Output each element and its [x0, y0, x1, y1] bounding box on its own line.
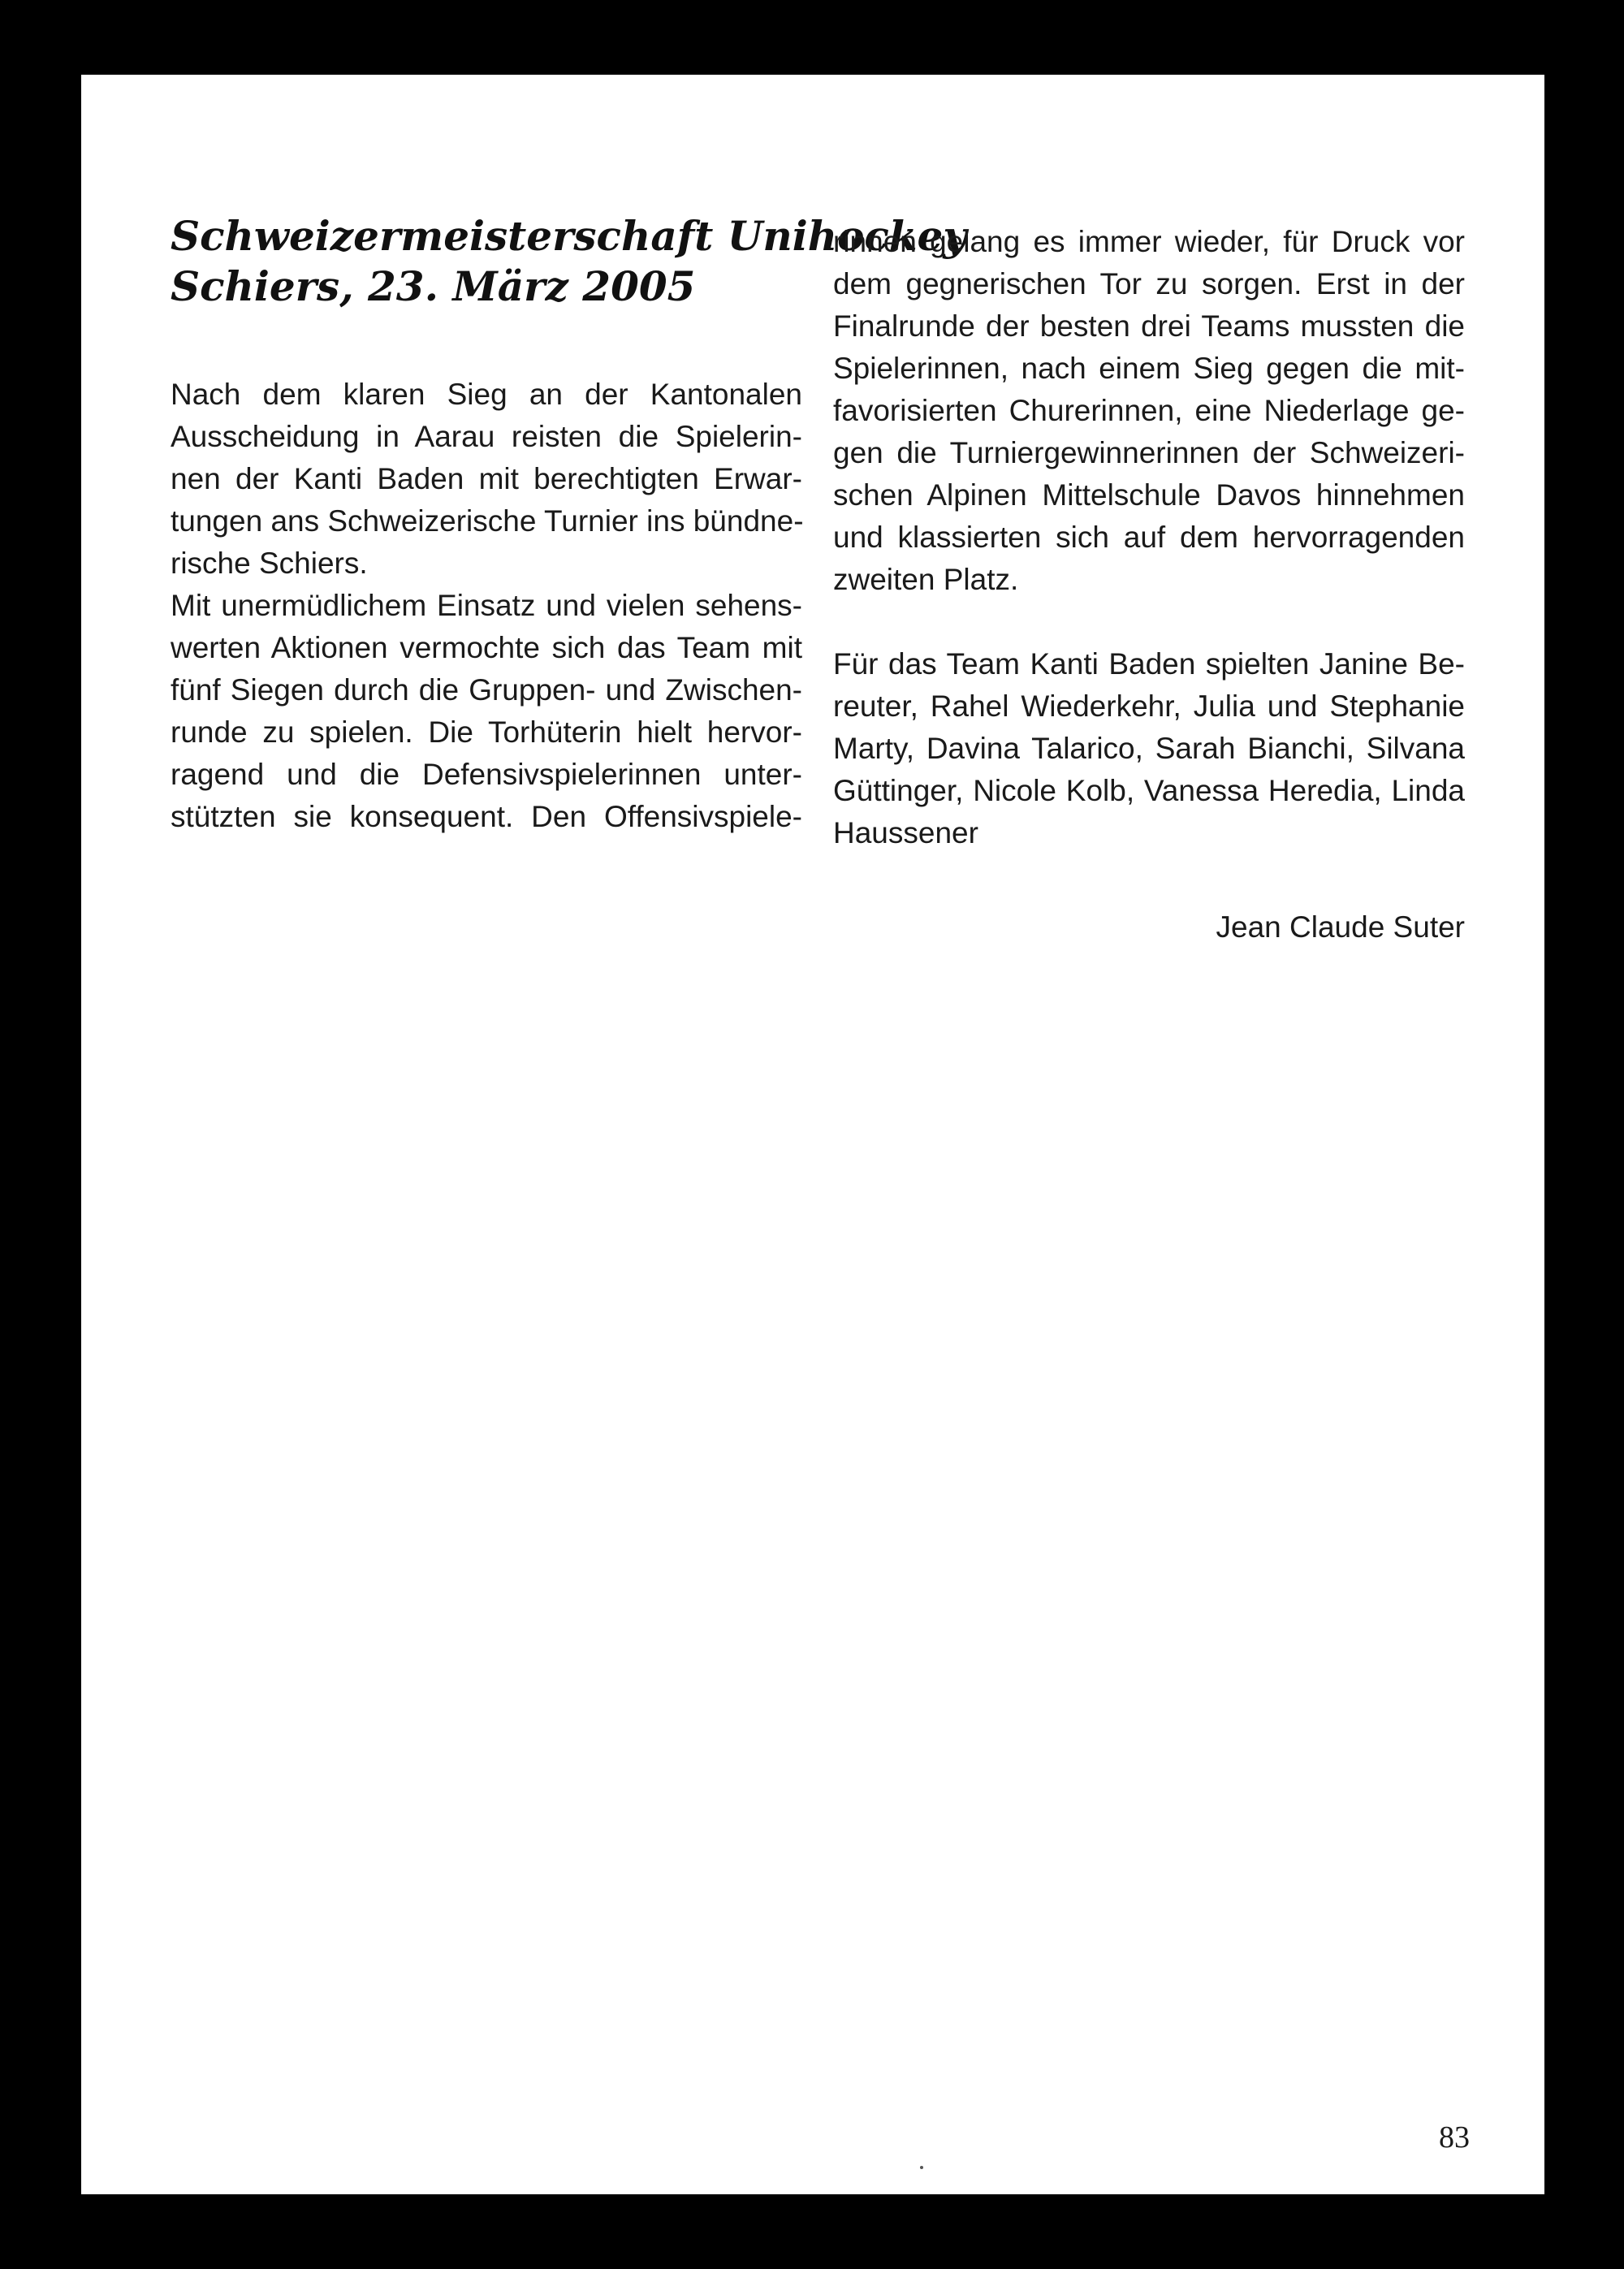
text-line: Haussener	[833, 816, 978, 849]
text-line: nen der Kanti Baden mit berechtigten Erwar-	[171, 462, 802, 495]
text-line: reuter, Rahel Wiederkehr, Julia und Stephanie	[833, 689, 1465, 723]
text-line: zweiten Platz.	[833, 563, 1019, 596]
left-column	[171, 374, 802, 838]
text-line: Spielerinnen, nach einem Sieg gegen die mit-	[833, 352, 1465, 385]
text-line: schen Alpinen Mittelschule Davos hinnehmen	[833, 478, 1465, 512]
text-line: Güttinger, Nicole Kolb, Vanessa Heredia, Linda	[833, 774, 1465, 807]
text-line: gen die Turniergewinnerinnen der Schweizeri-	[833, 436, 1465, 469]
article-title	[171, 211, 967, 312]
text-line: Ausscheidung in Aarau reisten die Spielerin-	[171, 420, 802, 453]
title-line: Schweizermeisterschaft Unihockey	[171, 212, 967, 260]
text-line: Marty, Davina Talarico, Sarah Bianchi, Silvana	[833, 732, 1465, 765]
text-line: favorisierten Churerinnen, eine Niederlage ge-	[833, 394, 1465, 427]
text-line: Nach dem klaren Sieg an der Kantonalen	[171, 378, 802, 411]
text-line: Finalrunde der besten drei Teams mussten die	[833, 309, 1465, 343]
text-line: fünf Siegen durch die Gruppen- und Zwischen-	[171, 673, 802, 707]
scan-speck	[920, 2166, 923, 2169]
text-line: und klassierten sich auf dem hervorragenden	[833, 521, 1465, 554]
text-line: runde zu spielen. Die Torhüterin hielt hervor-	[171, 715, 802, 749]
author-signature: Jean Claude Suter	[1216, 910, 1465, 944]
text-line: tungen ans Schweizerische Turnier ins bündne-	[171, 504, 804, 538]
paragraph-gap	[833, 601, 1465, 643]
text-line: rische Schiers.	[171, 547, 368, 580]
right-column	[833, 221, 1465, 854]
text-line: Für das Team Kanti Baden spielten Janine Be-	[833, 647, 1465, 681]
page-number: 83	[1439, 2120, 1470, 2154]
text-line: stützten sie konsequent. Den Offensivspiele-	[171, 800, 802, 833]
text-line: rinnen gelang es immer wieder, für Druck vor	[833, 225, 1465, 258]
text-line: dem gegnerischen Tor zu sorgen. Erst in der	[833, 267, 1465, 300]
document-page	[81, 75, 1544, 2194]
title-line: Schiers, 23. März 2005	[171, 262, 696, 310]
text-line: werten Aktionen vermochte sich das Team mit	[171, 631, 802, 664]
text-line: Mit unermüdlichem Einsatz und vielen sehens-	[171, 589, 802, 622]
text-line: ragend und die Defensivspielerinnen unter-	[171, 758, 802, 791]
